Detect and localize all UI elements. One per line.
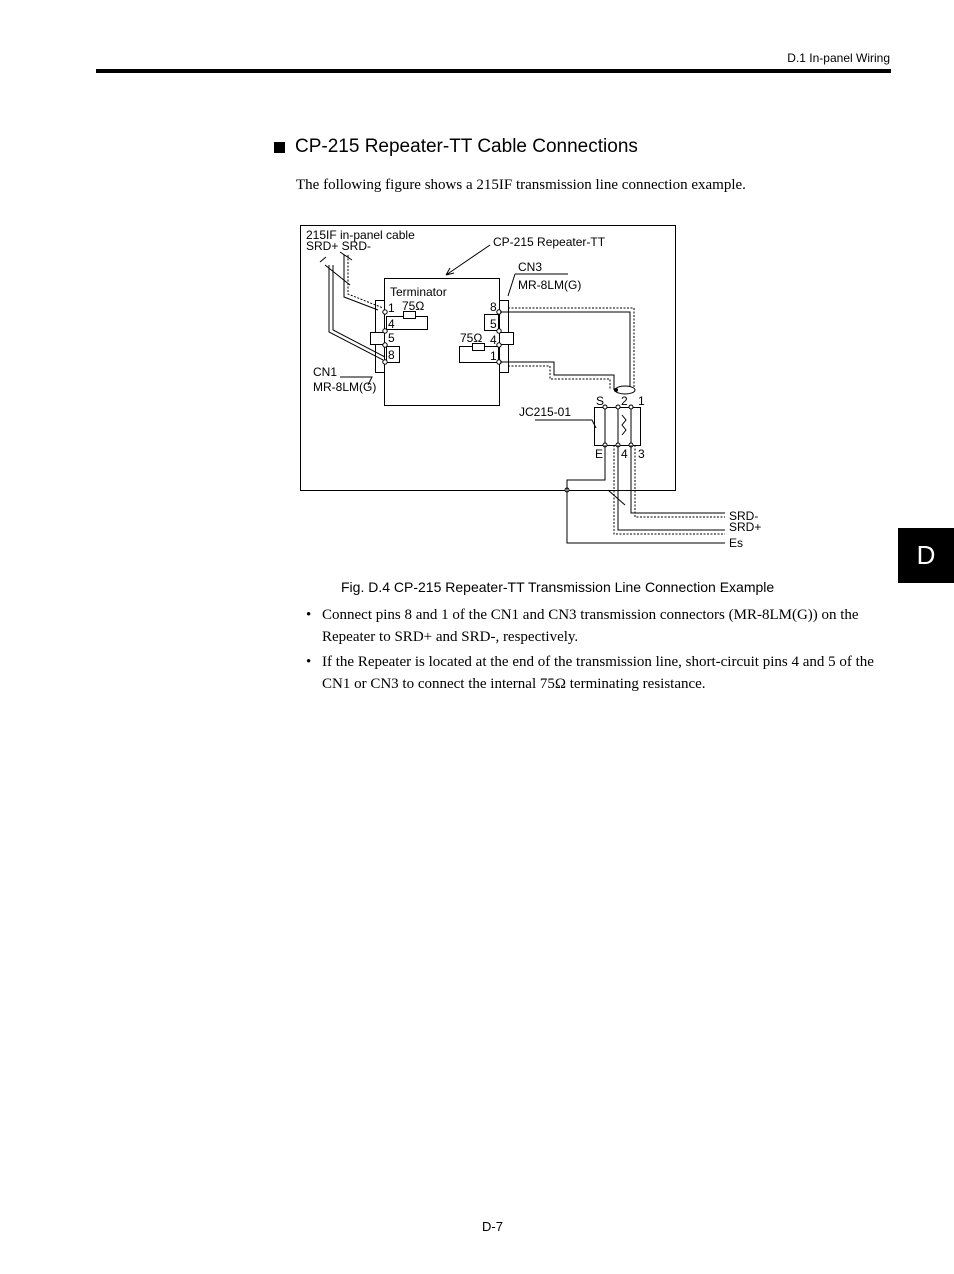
cable-title: 215IF in-panel cable xyxy=(306,228,415,242)
left-resistor-label: 75Ω xyxy=(402,299,425,313)
wiring-figure xyxy=(296,222,766,557)
bullet-marker: • xyxy=(306,654,312,670)
bullet-text: Connect pins 8 and 1 of the CN1 and CN3 transmission connectors (MR-8LM(G)) on the Repeater to SRD+ and SRD-, respectively. xyxy=(322,607,859,645)
chapter-tab: D xyxy=(898,528,954,583)
out-srd-plus-label: SRD+ xyxy=(729,520,762,534)
right-pin-label: 1 xyxy=(490,349,497,363)
section-heading xyxy=(274,136,638,158)
right-pin-label: 5 xyxy=(490,317,497,331)
bullet-list xyxy=(306,604,891,698)
terminator-label: Terminator xyxy=(390,285,447,299)
right-pin-label: 8 xyxy=(490,300,497,314)
cn1-label: CN1 xyxy=(313,365,338,379)
bullet-marker: • xyxy=(306,607,312,623)
jc-top-label: 2 xyxy=(621,394,628,408)
cn3-connector-label: MR-8LM(G) xyxy=(518,278,582,292)
left-pin-label: 5 xyxy=(388,331,395,345)
bullet-item xyxy=(306,651,891,695)
cn1-connector-label: MR-8LM(G) xyxy=(313,380,377,394)
out-srd-minus-label: SRD- xyxy=(729,509,759,523)
right-pin-label: 4 xyxy=(490,333,497,347)
jc-bottom-label: 3 xyxy=(638,447,645,461)
bullet-item xyxy=(306,604,891,648)
page-number: D-7 xyxy=(482,1219,503,1234)
repeater-label: CP-215 Repeater-TT xyxy=(493,235,606,249)
section-heading-text: CP-215 Repeater-TT Cable Connections xyxy=(295,136,638,157)
left-pin-label: 4 xyxy=(388,317,395,331)
right-resistor-label: 75Ω xyxy=(460,331,483,345)
cn3-label: CN3 xyxy=(518,260,543,274)
jc-bottom-label: 4 xyxy=(621,447,628,461)
header-section-title: D.1 In-panel Wiring xyxy=(787,51,890,65)
square-bullet-icon xyxy=(274,142,285,153)
srd-plus-minus-label: SRD+ SRD- xyxy=(306,239,372,253)
jc-bottom-label: E xyxy=(595,447,604,461)
jc215-label: JC215-01 xyxy=(519,405,572,419)
left-pin-label: 1 xyxy=(388,301,395,315)
jc-top-label: S xyxy=(596,394,605,408)
intro-paragraph: The following figure shows a 215IF transmission line connection example. xyxy=(296,177,746,193)
jc-top-label: 1 xyxy=(638,394,645,408)
header-rule xyxy=(96,69,891,73)
left-pin-label: 8 xyxy=(388,348,395,362)
out-es-label: Es xyxy=(729,536,744,550)
figure-caption: Fig. D.4 CP-215 Repeater-TT Transmission Line Connection Example xyxy=(341,579,775,595)
bullet-text: If the Repeater is located at the end of the transmission line, short-circuit pins 4 and 5 of the CN1 or CN3 to connect the internal 75Ω terminating resistance. xyxy=(322,654,874,692)
